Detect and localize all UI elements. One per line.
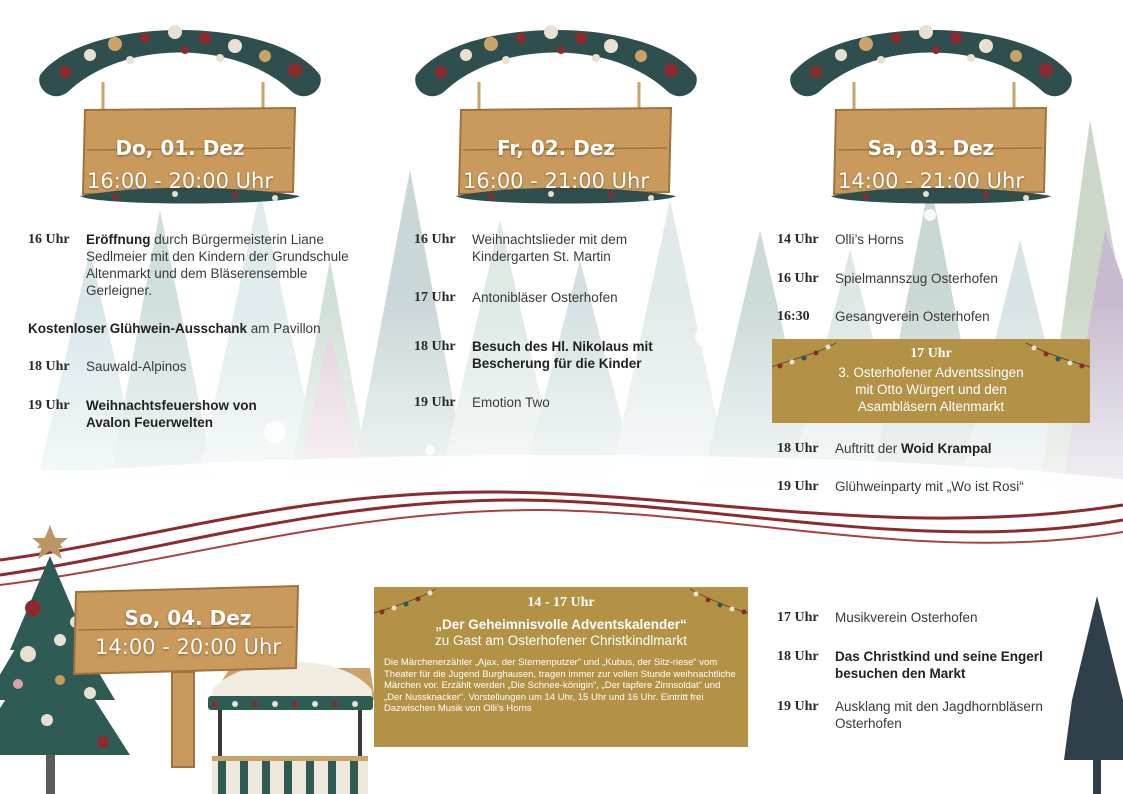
item-time: 17 Uhr xyxy=(414,290,456,305)
opening-hours: 16:00 - 20:00 Uhr xyxy=(87,169,273,193)
box-subtitle: zu Gast am Osterhofener Christkindlmarkt xyxy=(434,633,688,648)
item-time: 19 Uhr xyxy=(28,398,70,413)
item-description: Spielmannszug Osterhofen xyxy=(835,271,998,286)
opening-hours: 16:00 - 21:00 Uhr xyxy=(463,169,649,193)
program-item xyxy=(28,397,298,431)
advent-singing-box xyxy=(772,339,1090,423)
opening-hours: 14:00 - 21:00 Uhr xyxy=(838,169,1024,193)
program-item xyxy=(777,698,1067,732)
sign-saturday xyxy=(786,20,1076,193)
day-label: Sa, 03. Dez xyxy=(867,136,995,160)
string-lights-decoration xyxy=(374,587,748,627)
program-item xyxy=(777,308,1077,325)
item-time: 18 Uhr xyxy=(414,339,456,354)
item-description: Sauwald-Alpinos xyxy=(86,359,187,374)
box-title: „Der Geheimnisvolle Adventskalender“ xyxy=(435,617,687,632)
string-lights-decoration xyxy=(772,339,1090,379)
item-description: Glühweinparty mit „Wo ist Rosi“ xyxy=(835,479,1024,494)
item-description: Emotion Two xyxy=(472,395,550,410)
program-item xyxy=(777,648,1067,682)
program-item xyxy=(777,270,1077,287)
item-time: 18 Uhr xyxy=(777,649,819,664)
box-text: 3. Osterhofener Adventssingen mit Otto Würgert und den Asambläsern Altenmarkt xyxy=(838,365,1024,414)
item-time: 16 Uhr xyxy=(414,232,456,247)
item-description: Gesangverein Osterhofen xyxy=(835,309,990,324)
item-description: Weihnachtslieder mit dem Kindergarten St. Martin xyxy=(472,232,628,264)
day-label: So, 04. Dez xyxy=(124,606,252,630)
item-time: 16 Uhr xyxy=(777,271,819,286)
sign-friday xyxy=(411,20,701,193)
item-description: Olli’s Horns xyxy=(835,232,904,247)
item-time: 16:30 xyxy=(777,309,810,324)
program-item xyxy=(777,231,1077,248)
item-description: Antonibläser Osterhofen xyxy=(472,290,618,305)
program-item xyxy=(777,478,1077,495)
day-label: Fr, 02. Dez xyxy=(496,136,616,160)
program-item xyxy=(777,440,1077,457)
day-label: Do, 01. Dez xyxy=(115,136,245,160)
program-item xyxy=(777,609,1077,626)
item-description: Auftritt der Woid Krampal xyxy=(835,441,992,456)
item-description: Das Christkind und seine Engerl besuchen den Markt xyxy=(835,649,1043,681)
item-time: 18 Uhr xyxy=(28,359,70,374)
program-item xyxy=(28,231,358,299)
program-item xyxy=(414,338,694,372)
sign-sunday xyxy=(70,582,302,772)
program-item xyxy=(414,394,694,411)
item-time: 17 Uhr xyxy=(777,610,819,625)
sign-thursday xyxy=(35,20,325,193)
item-description: Eröffnung durch Bürgermeisterin Liane Sedlmeier mit den Kindern der Grundschule Altenmarkt und dem Bläserensemble Gerleigner. xyxy=(86,232,349,298)
item-time: 14 Uhr xyxy=(777,232,819,247)
item-time: 19 Uhr xyxy=(777,479,819,494)
program-item xyxy=(414,231,684,265)
item-description: Weihnachtsfeuershow von Avalon Feuerwelten xyxy=(86,398,257,430)
opening-hours: 14:00 - 20:00 Uhr xyxy=(95,635,281,659)
item-time: 16 Uhr xyxy=(28,232,70,247)
box-time: 14 - 17 Uhr xyxy=(527,595,595,610)
item-description: Besuch des Hl. Nikolaus mit Bescherung für die Kinder xyxy=(472,339,653,371)
item-time: 18 Uhr xyxy=(777,441,819,456)
box-body: Die Märchenerzähler „Ajax, der Sternenputzer“ und „Kubus, der Sitz-riese“ vom Theater für die Jugend Burghausen, tragen immer zur vollen Stunde weihnachtliche Märchen vor. Erzählt werden „Die Schnee-königin“, „Der tapfere Zinnsoldat“ und „Der Nussknacker“. Vorstellungen um 14 Uhr, 15 Uhr und 16 Uhr. Eintritt frei Dazwischen Musik von Olli’s Horns xyxy=(384,657,736,714)
box-time: 17 Uhr xyxy=(910,346,952,361)
program-item xyxy=(414,289,694,306)
item-time: 19 Uhr xyxy=(777,699,819,714)
item-description: Ausklang mit den Jagdhornbläsern Osterhofen xyxy=(835,699,1043,731)
item-description: Musikverein Osterhofen xyxy=(835,610,978,625)
program-item xyxy=(28,358,358,375)
item-time: 19 Uhr xyxy=(414,395,456,410)
advent-calendar-box xyxy=(374,587,748,747)
free-mulled-wine-note: Kostenloser Glühwein-Ausschank am Pavillon xyxy=(28,321,321,336)
